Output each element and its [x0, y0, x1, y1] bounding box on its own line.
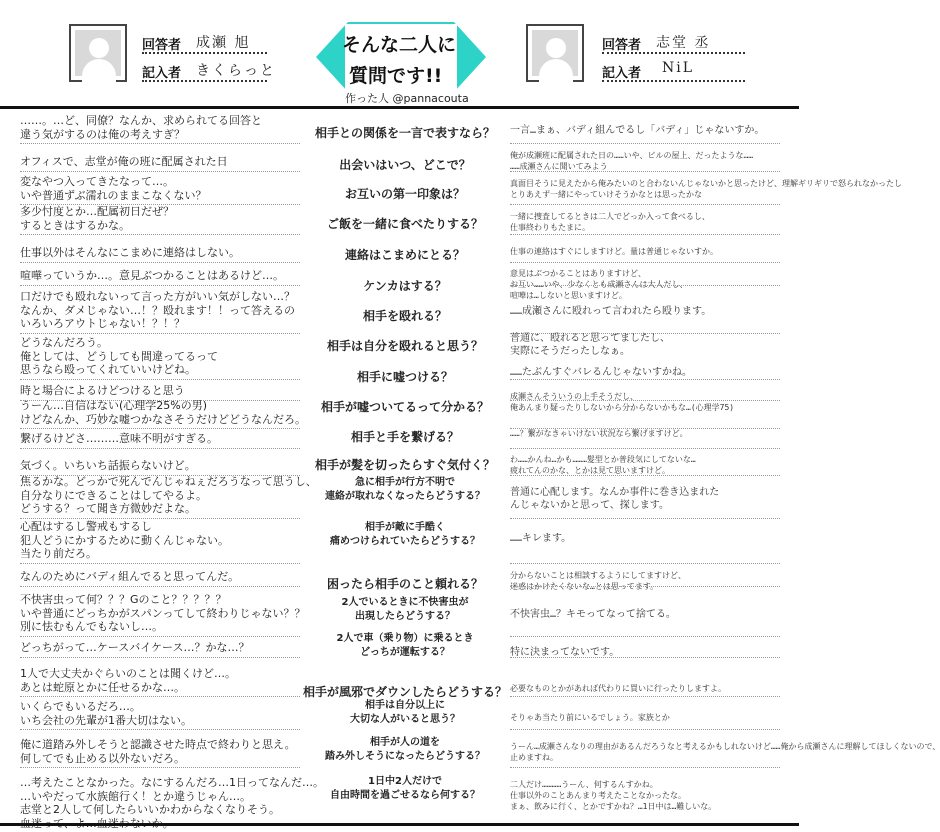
left-answer-text: どっちがって…ケースバイケース…？かな…？: [20, 641, 250, 654]
row-divider: [510, 696, 780, 697]
right-answer-text: んじゃないかと思って、探します。: [510, 500, 669, 511]
left-answer-text: なんのためにバディ組んでると思ってんだ。: [20, 570, 240, 583]
left-answer-text: 多少忖度とか…配属初日だぜ？: [20, 205, 174, 218]
right-answer-text: 意見はぶつかることはありますけど、: [510, 269, 646, 278]
row-divider: [510, 729, 780, 730]
question-text: お互いの第一印象は？: [344, 187, 465, 201]
writer-label-right: 記入者: [602, 66, 642, 81]
respondent-name-right: 志堂 丞: [656, 35, 711, 51]
row-divider: [510, 563, 780, 564]
left-answer-text: するときはするかな。: [20, 218, 130, 232]
question-text: 相手は自分を殴れると思う？: [326, 339, 483, 353]
right-answer-text: ……？繋がなきゃいけない状況なら繋げますけど。: [510, 429, 688, 438]
right-answer-text: 喧嘩は…しないと思いますけど。: [510, 291, 627, 300]
right-answer-text: 不快害虫…？キモってなって捨てる。: [510, 609, 676, 620]
right-answer-text: 俺あんまり疑ったりしないから分からないかもな…(心理学75): [510, 403, 735, 412]
row-divider: [510, 448, 780, 449]
question-text: 相手が嘘ついてるって分かる？: [320, 400, 489, 414]
left-answer-text: 俺に道踏み外しそうと認識させた時点で終わりと思え。: [20, 738, 296, 751]
row-divider: [510, 285, 780, 286]
question-text: 相手に嘘つける？: [356, 370, 453, 384]
left-answer-text: いろいろアウトじゃない！？！？: [20, 317, 185, 330]
row-divider: [20, 518, 300, 519]
question-text: 急に相手が行方不明で: [355, 477, 455, 488]
left-answer-text: 別に怯むもんでもないし…。: [20, 620, 163, 633]
left-answer-text: 仕事以外はそんなにこまめに連絡はしない。: [20, 246, 240, 259]
right-answer-text: うーん…成瀬さんなりの理由があるんだろうなと考えるかもしれないけど……俺から成瀬さんに理解してほしくないので、: [510, 742, 940, 751]
left-answer-text: けどなんか、巧妙な嘘つかなさそうだけどどうなんだろ。: [20, 412, 306, 426]
left-answer-text: 犯人どうにかするために動くんじゃない。: [20, 533, 229, 547]
question-text: 連絡が取れなくなったらどうする？: [325, 491, 485, 502]
question-text: 連絡はこまめにとる？: [344, 248, 465, 262]
left-answer-text: 当たり前だろ。: [20, 547, 97, 560]
right-answer-text: 普通に心配します。なんか事件に巻き込まれた: [510, 487, 720, 498]
row-divider: [20, 171, 300, 172]
question-text: 相手は自分以上に: [365, 700, 445, 711]
right-answer-text: 実際にそうだったしなぁ。: [510, 346, 630, 357]
row-divider: [20, 767, 300, 768]
row-divider: [20, 563, 300, 564]
header-divider: [602, 80, 745, 82]
right-answer-text: 真面目そうに見えたから俺みたいのと合わないんじゃないかと思ったけど、理解ギリギリで怒られなかったし: [510, 179, 902, 188]
row-divider: [510, 171, 780, 172]
row-divider: [20, 262, 300, 263]
row-divider: [510, 234, 780, 235]
row-divider: [510, 586, 780, 587]
row-divider: [20, 696, 300, 697]
row-divider: [20, 333, 300, 334]
bottom-border: [0, 823, 799, 826]
left-answer-text: 1人で大丈夫かぐらいのことは聞くけど…。: [20, 667, 236, 680]
header-divider: [602, 52, 745, 54]
right-answer-text: 疲れてんのかな、とかは見て思いますけど。: [510, 466, 670, 475]
respondent-label-left: 回答者: [142, 38, 182, 53]
question-text: 相手が敵に手酷く: [365, 522, 445, 533]
left-answer-text: いくらでもいるだろ…。: [20, 700, 141, 713]
question-text: ケンカはする？: [363, 279, 447, 293]
right-answer-text: とりあえず一緒にやっていけそうかなとは思ったかな: [510, 190, 702, 199]
left-answer-text: 不快害虫って何？？？Gのこと？？？？？: [20, 593, 227, 606]
respondent-label-right: 回答者: [602, 38, 642, 53]
right-answer-text: 普通に、殴れると思ってましたし、: [510, 333, 670, 344]
left-answer-text: 自分なりにできることはしてやるよ。: [20, 488, 207, 502]
left-answer-text: 変なやつ入ってきたなって…。: [20, 175, 174, 188]
question-text: 大切な人がいると思う？: [350, 714, 460, 725]
left-answer-text: 焦るかな。どっかで死んでんじゃねぇだろうなって思うし、: [20, 475, 317, 488]
left-answer-text: いや普通にどっちかがスパンってして終わりじゃない？？: [20, 606, 306, 620]
left-answer-text: 時と場合によるけどつけると思う: [20, 384, 185, 397]
right-answer-text: 止めますね。: [510, 753, 558, 762]
question-text: 出現したらどうする？: [355, 611, 455, 622]
row-divider: [510, 262, 780, 263]
writer-label-left: 記入者: [142, 66, 182, 81]
writer-name-right: NiL: [662, 60, 695, 76]
row-divider: [20, 657, 300, 658]
right-answer-text: 仕事の連絡はすぐにしますけど。量は普通じゃないすか。: [510, 247, 718, 256]
left-answer-text: 口だけでも殴れないって言った方がいい気がしない…？: [20, 290, 295, 303]
question-text: どっちが運転する？: [360, 647, 450, 658]
author-credit: 作った人 @pannacouta: [345, 92, 469, 105]
page-title-line-1: そんな二人に: [342, 34, 457, 56]
question-text: ご飯を一緒に食べたりする？: [326, 217, 483, 231]
header-divider: [142, 52, 267, 54]
row-divider: [20, 448, 300, 449]
left-answer-text: 違う気がするのは俺の考えすぎ？: [20, 127, 185, 141]
right-answer-text: そりゃあ当たり前にいるでしょう。家族とか: [510, 713, 670, 722]
right-answer-text: まぁ、飲みに行く、とかですかね？…1日中は…難しいな。: [510, 802, 717, 811]
respondent-avatar-left: [69, 24, 127, 82]
page-title-line-2: 質問です!!: [349, 65, 443, 87]
row-divider: [510, 636, 780, 637]
row-divider: [510, 767, 780, 768]
question-text: 相手との関係を一言で表すなら？: [314, 126, 495, 140]
writer-name-left: きくらっと: [196, 63, 276, 79]
header-divider: [142, 80, 267, 82]
row-divider: [510, 475, 780, 476]
row-divider: [20, 729, 300, 730]
right-answer-text: 仕事以外のことあんまり考えたことなかったな。: [510, 791, 686, 800]
left-answer-text: 俺としては、どうしても間違ってるって: [20, 349, 218, 363]
row-divider: [510, 143, 780, 144]
question-text: 相手が風邪でダウンしたらどうする？: [302, 685, 507, 699]
left-answer-text: 繋げるけどさ………意味不明がすぎる。: [20, 432, 218, 445]
left-answer-text: 思うなら殴ってくれていいけどね。: [20, 363, 196, 376]
left-answer-text: オフィスで、志堂が俺の班に配属された日: [20, 155, 228, 168]
left-answer-text: 何してでも止める以外ないだろ。: [20, 751, 185, 765]
right-answer-text: ……成瀬さんに殴れって言われたら殴ります。: [510, 306, 712, 317]
right-answer-text: 迷惑はかけたくないな…とは思ってます。: [510, 582, 659, 591]
row-divider: [20, 143, 300, 144]
question-text: 痛めつけられていたらどうする？: [330, 536, 480, 547]
right-answer-text: ……キレます。: [510, 533, 572, 544]
question-text: 自由時間を過ごせるなら何する？: [330, 790, 480, 801]
row-divider: [20, 428, 300, 429]
left-answer-text: どうなんだろう。: [20, 336, 108, 349]
question-text: 1日中2人だけで: [368, 776, 442, 787]
row-divider: [510, 204, 780, 205]
respondent-avatar-right: [526, 24, 584, 82]
right-answer-text: お互い……いや、少なくとも成瀬さんは大人だし、: [510, 280, 688, 289]
right-answer-text: ……たぶんすぐバレるんじゃないすかね。: [510, 367, 693, 378]
row-divider: [20, 636, 300, 637]
title-box: [342, 24, 457, 92]
right-answer-text: 仕事終わりもたまに。: [510, 223, 590, 232]
right-answer-text: わ……かんね…かも………髪型とか普段気にしてないな…: [510, 455, 696, 464]
left-answer-text: いや普通ずぶ濡れのままこなくない？: [20, 188, 207, 202]
left-answer-text: ……。…ど、同僚？なんか、求められてる回答と: [20, 114, 262, 127]
left-answer-text: 喧嘩っていうか…。意見ぶつかることはあるけど…。: [20, 269, 284, 282]
left-answer-text: うーん…自信はない(心理学25%の男): [20, 399, 208, 412]
top-border: [0, 106, 799, 109]
question-text: 踏み外しそうになったらどうする？: [325, 751, 485, 762]
right-answer-text: 一緒に捜査してるときは二人でどっか入って食べるし、: [510, 212, 710, 221]
left-answer-text: 気づく。いちいち話振らないけど。: [20, 459, 196, 472]
right-answer-text: 二人だけ…………うーん、何するんすかね。: [510, 780, 658, 789]
left-answer-text: …いやだって水族館行く！とか違うじゃん…。: [20, 789, 251, 803]
question-text: 困ったら相手のこと頼れる？: [326, 577, 483, 591]
left-answer-text: 心配はするし警戒もするし: [20, 520, 152, 533]
question-text: 2人で車（乗り物）に乗るとき: [336, 633, 474, 644]
row-divider: [20, 379, 300, 380]
question-text: 2人でいるときに不快害虫が: [341, 597, 469, 608]
left-answer-text: 志堂と2人して何したらいいかわからなくなりそう。: [20, 803, 280, 816]
left-answer-text: いち会社の先輩が1番大切はない。: [20, 713, 192, 727]
right-answer-text: 分からないことは相談するようにしてますけど、: [510, 571, 686, 580]
left-answer-text: どうする？って聞き方微妙だよな。: [20, 502, 196, 515]
row-divider: [510, 518, 780, 519]
right-answer-text: ……成瀬さんに聞いてみよう: [510, 162, 608, 171]
right-answer-text: 特に決まってないです。: [510, 647, 620, 658]
question-text: 相手を殴れる？: [362, 309, 447, 323]
right-answer-text: 必要なものとかがあれば代わりに買いに行ったりしますよ。: [510, 684, 726, 693]
question-text: 出会いはいつ、どこで？: [339, 158, 471, 172]
right-answer-text: 俺が成瀬班に配属された日の……いや、ビルの屋上、だったような……: [510, 151, 754, 160]
left-answer-text: あとは蛇原とかに任せるかな…。: [20, 680, 185, 694]
question-text: 相手が人の道を: [370, 737, 440, 748]
respondent-name-left: 成瀬 旭: [196, 35, 251, 51]
row-divider: [20, 586, 300, 587]
question-text: 相手が髪を切ったらすぐ気付く？: [314, 458, 495, 472]
row-divider: [20, 234, 300, 235]
left-answer-text: なんか、ダメじゃない…！？殴れます！！って答えるの: [20, 303, 295, 317]
row-divider: [20, 285, 300, 286]
right-answer-text: 一言…まぁ、バディ組んでるし「バディ」じゃないすか。: [510, 125, 765, 136]
right-answer-text: 成瀬さんそういうの上手そうだし、: [510, 392, 638, 401]
left-answer-text: …考えたことなかった。なにするんだろ…1日ってなんだ…。: [20, 776, 324, 789]
row-divider: [510, 657, 780, 658]
question-text: 相手と手を繋げる？: [350, 430, 459, 444]
